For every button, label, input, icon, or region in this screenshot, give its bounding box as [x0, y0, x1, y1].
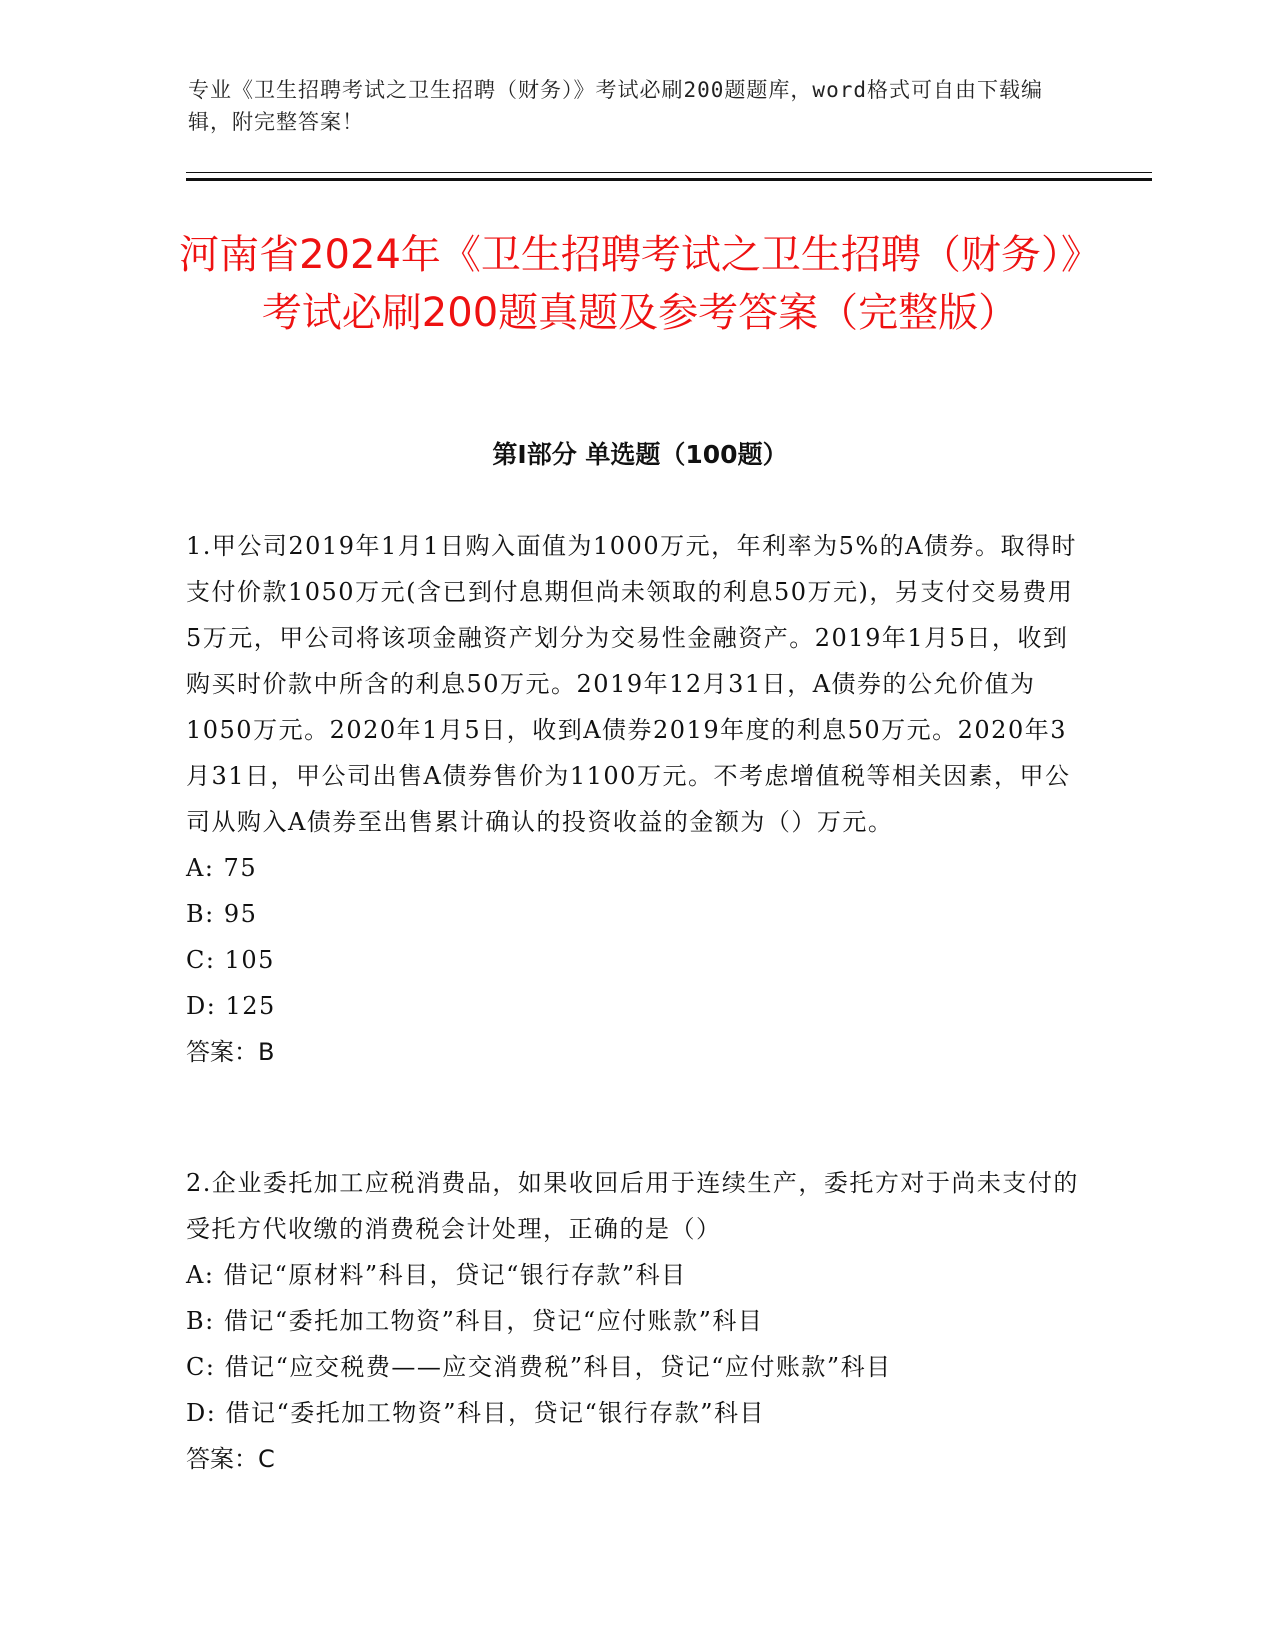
question-1-stem: 1.甲公司2019年1月1日购入面值为1000万元，年利率为5%的A债券。取得时支付价款1050万元(含已到付息期但尚未领取的利息50万元)，另支付交易费用5万元，甲公司将该项金融资产划分为交易性金融资产。2019年1月5日，收到购买时价款中所含的利息50万元。2019年12月31日，A债券的公允价值为1050万元。2020年1月5日，收到A债券2019年度的利息50万元。2020年3月31日，甲公司出售A债券售价为1100万元。不考虑增值税等相关因素，甲公司从购入A债券至出售累计确认的投资收益的金额为（）万元。	[186, 532, 1077, 836]
question-1-option-c: C: 105	[186, 946, 275, 974]
section-heading: 第Ⅰ部分 单选题（100题）	[492, 440, 788, 469]
question-2-option-c: C: 借记“应交税费——应交消费税”科目，贷记“应付账款”科目	[186, 1353, 892, 1381]
question-2-option-a: A: 借记“原材料”科目，贷记“银行存款”科目	[186, 1261, 687, 1289]
question-1-answer: 答案：B	[186, 1038, 275, 1066]
question-1-option-a: A: 75	[186, 854, 258, 882]
question-2-answer: 答案：C	[186, 1445, 275, 1473]
question-2	[186, 1160, 1086, 1482]
question-2-option-b: B: 借记“委托加工物资”科目，贷记“应付账款”科目	[186, 1307, 764, 1335]
question-1	[186, 523, 1086, 1075]
header-rule-thick	[186, 178, 1152, 181]
question-2-option-d: D: 借记“委托加工物资”科目，贷记“银行存款”科目	[186, 1399, 766, 1427]
question-1-option-d: D: 125	[186, 992, 276, 1020]
question-1-option-b: B: 95	[186, 900, 258, 928]
header-rule-thin	[186, 172, 1152, 173]
document-title: 河南省2024年《卫生招聘考试之卫生招聘（财务）》考试必刷200题真题及参考答案（完整版）	[179, 232, 1101, 336]
header-note: 专业《卫生招聘考试之卫生招聘（财务）》考试必刷200题题库，word格式可自由下载编辑，附完整答案！	[188, 78, 1043, 134]
question-2-stem: 2.企业委托加工应税消费品，如果收回后用于连续生产，委托方对于尚未支付的受托方代收缴的消费税会计处理，正确的是（）	[186, 1169, 1079, 1243]
